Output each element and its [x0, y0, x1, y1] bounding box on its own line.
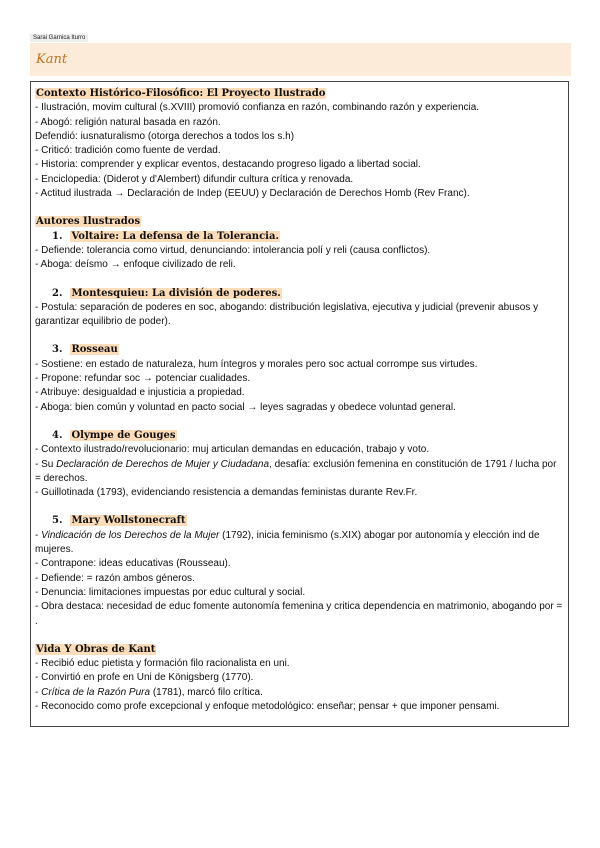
voltaire-line-1: - Defiende: tolerancia como virtud, denunciando: intolerancia polí y reli (causa conflictos). [35, 244, 431, 256]
contexto-line-5: - Historia: comprender y explicar eventos, destacando progreso ligado a libertad social. [35, 159, 421, 171]
gouges-work-title: Declaración de Derechos de Mujer y Ciudadana [56, 458, 270, 470]
contexto-line-4: - Criticó: tradición como fuente de verdad. [35, 145, 221, 157]
wollstonecraft-line-1: - Vindicación de los Derechos de la Mujer (1792), inicia feminismo (s.XIX) abogar por autonomía y elección ind de mujeres. [35, 529, 540, 556]
rosseau-line-4: - Aboga: bien común y voluntad en pacto social → leyes sagradas y obedece voluntad general. [35, 401, 456, 413]
gouges-line-1: - Contexto ilustrado/revolucionario: muj articulan demandas en educación, trabajo y voto. [35, 444, 430, 456]
voltaire-line-2: - Aboga: deísmo → enfoque civilizado de reli. [35, 259, 236, 271]
vida-line-1: - Recibió educ pietista y formación filo racionalista en uni. [35, 658, 290, 670]
wollstonecraft-line-2: - Contrapone: ideas educativas (Rousseau). [35, 558, 231, 570]
notes-box [30, 81, 569, 727]
wollstonecraft-line-4: - Denuncia: limitaciones impuestas por educ cultural y social. [35, 586, 306, 598]
section-heading-autores: Autores Ilustrados [36, 216, 141, 228]
author-name: Sarai Garnica Iturro [30, 34, 88, 42]
gouges-line-3: - Guillotinada (1793), evidenciando resistencia a demandas feministas durante Rev.Fr. [35, 487, 418, 499]
rosseau-line-1: - Sostiene: en estado de naturaleza, hum íntegros y morales pero soc actual corrompe sus virtudes. [35, 358, 478, 370]
montesquieu-line-1: - Postula: separación de poderes en soc, abogando: distribución legislativa, ejecutiva y judicial (prevenir abusos y garantizar equilibrio de poder). [35, 301, 539, 328]
contexto-line-7: - Actitud ilustrada → Declaración de Indep (EEUU) y Declaración de Derechos Homb (Rev Franc). [35, 188, 470, 200]
wollstonecraft-work-title: Vindicación de los Derechos de la Mujer [41, 529, 220, 541]
contexto-line-2: - Abogó: religión natural basada en razón. [35, 116, 221, 128]
vida-line-3: - Crítica de la Razón Pura (1781), marcó filo crítica. [35, 686, 263, 698]
wollstonecraft-line-5: - Obra destaca: necesidad de educ fomente autonomía femenina y critica dependencia en matrimonio, abogando por = . [35, 601, 563, 627]
vida-line-4: - Reconocido como profe excepcional y enfoque metodológico: enseñar; pensar + que imponer pensami. [35, 700, 500, 712]
rosseau-line-3: - Atribuye: desigualdad e injusticia a propiedad. [35, 387, 245, 399]
contexto-line-3: Defendió: iusnaturalismo (otorga derechos a todos los s.h) [35, 130, 295, 142]
section-heading-contexto: Contexto Histórico-Filosófico: El Proyecto Ilustrado [36, 88, 326, 99]
section-heading-vida: Vida Y Obras de Kant [36, 643, 156, 655]
author-heading-rosseau: 3. Rosseau [52, 344, 118, 356]
page-title: Kant [36, 52, 68, 67]
wollstonecraft-line-3: - Defiende: = razón ambos géneros. [35, 572, 195, 584]
kant-work-title: Crítica de la Razón Pura [41, 686, 151, 698]
gouges-line-2: - Su Declaración de Derechos de Mujer y Ciudadana, desafía: exclusión femenina en constitución de 1791 / lucha por = derechos. [35, 458, 557, 484]
contexto-line-6: - Enciclopedia: (Diderot y d'Alembert) difundir cultura crítica y renovada. [35, 173, 354, 185]
author-heading-wollstonecraft: 5. Mary Wollstonecraft [52, 515, 186, 527]
vida-line-2: - Convirtió en profe en Uni de Königsberg (1770). [35, 672, 254, 684]
title-bar [30, 43, 571, 76]
author-heading-montesquieu: 2. Montesquieu: La división de poderes. [52, 287, 281, 299]
author-heading-voltaire: 1. Voltaire: La defensa de la Tolerancia. [52, 230, 279, 242]
author-heading-gouges: 4. Olympe de Gouges [52, 429, 176, 441]
rosseau-line-2: - Propone: refundar soc → potenciar cualidades. [35, 373, 251, 385]
contexto-line-1: - Ilustración, movim cultural (s.XVIII) promovió confianza en razón, combinando razón y experiencia. [35, 102, 480, 114]
